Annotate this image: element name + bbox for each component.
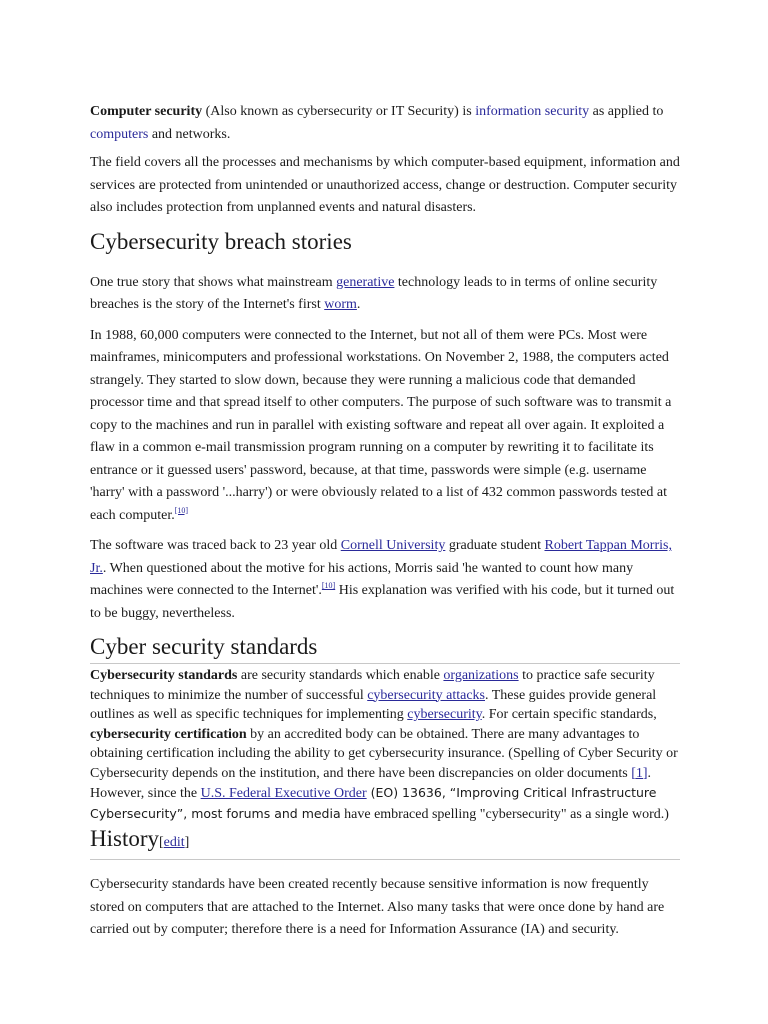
term-cybersecurity-certification: cybersecurity certification (90, 726, 247, 742)
text: One true story that shows what mainstream (90, 274, 337, 290)
text: . When questioned about the motive for his actions, Morris said 'he wanted to count how many machines were connected to the Internet'. (90, 560, 634, 598)
link-information-security[interactable]: information security (475, 104, 590, 119)
text: (EO) 13636, “Improving Critical Infrastructure Cybersecurity”, most forums and media (90, 785, 657, 821)
heading-history (90, 825, 680, 860)
link-cybersecurity-attacks[interactable]: cybersecurity attacks (367, 687, 485, 703)
history-paragraph: Cybersecurity standards have been created recently because sensitive information is now frequently stored on computers that are attached to the Internet. Also many tasks that were once done by hand are carried out by computer; therefore there is a need for Information Assurance (IA) and security. (90, 877, 665, 937)
text: (Also known as cybersecurity or IT Security) is (202, 104, 476, 119)
link-ref-1[interactable]: [1] (631, 765, 648, 781)
link-generative[interactable]: generative (336, 274, 395, 290)
heading-cyber-security-standards: Cyber security standards (90, 633, 680, 664)
text: to practice safe security techniques to minimize the number of successful (90, 668, 655, 703)
edit-link[interactable]: edit (163, 835, 185, 850)
text: by an accredited body can be obtained. There are many advantages to obtaining certification including the ability to get cybersecurity insurance. (Spelling of Cyber Security or Cybersecurity depends on the institution, and there have been discrepancies on older documents (90, 726, 678, 781)
term-computer-security: Computer security (90, 104, 203, 119)
text: . These guides provide general outlines as well as specific techniques for implementing (90, 687, 657, 722)
text: and networks. (148, 127, 231, 142)
breach-paragraph-1 (90, 272, 680, 317)
edit-section (159, 835, 189, 850)
article-body (90, 100, 680, 950)
text: . (356, 297, 361, 312)
intro-paragraph (90, 100, 680, 146)
breach-paragraph-3 (90, 535, 680, 625)
term-cybersecurity-standards: Cybersecurity standards (90, 668, 238, 683)
text: as applied to (589, 104, 664, 119)
link-us-federal-executive-order[interactable]: U.S. Federal Executive Order (200, 786, 367, 801)
text: [ (159, 835, 164, 850)
text: technology leads to in terms of online security breaches is the story of the Internet's first (90, 274, 658, 312)
text: ] (184, 835, 190, 850)
text: have embraced spelling "cybersecurity" as a single word.) (340, 806, 669, 822)
link-worm[interactable]: worm (324, 297, 357, 312)
heading-breach-stories: Cybersecurity breach stories (90, 228, 352, 254)
citation-10[interactable]: [10] (321, 581, 336, 590)
link-cornell-university[interactable]: Cornell University (340, 538, 446, 553)
link-cybersecurity[interactable]: cybersecurity (407, 707, 482, 722)
citation-10[interactable]: [10] (174, 505, 189, 515)
text: graduate student (445, 538, 545, 553)
text: His explanation was verified with his code, but it turned out to be buggy, nevertheless. (90, 583, 675, 621)
text: The software was traced back to 23 year old (90, 538, 341, 553)
link-organizations[interactable]: organizations (443, 668, 519, 683)
text: . However, since the (90, 765, 652, 801)
text: . For certain specific standards, (481, 707, 657, 722)
text: History (90, 826, 159, 851)
text: In 1988, 60,000 computers were connected to the Internet, but not all of them were PCs. Most were mainframes, minicomputers and professional workstations. On November 2, 1988, the computers acted strangely. They started to slow down, because they were running a malicious code that demanded processor time and that spread itself to other computers. The purpose of such software was to transmit a copy to the machines and run in parallel with existing software and repeat all over again. It exploited a flaw in a common e-mail transmission program running on a computer by rewriting it to facilitate its entrance or it guessed users' password, because, at that time, passwords were simple (e.g. username 'harry' with a password '...harry') or were obviously related to a list of 432 common passwords tested at each computer. (90, 327, 672, 523)
standards-paragraph (90, 666, 680, 824)
link-robert-tappan-morris[interactable]: Robert Tappan Morris, Jr. (90, 538, 672, 576)
link-computers[interactable]: computers (90, 127, 149, 142)
intro-paragraph-2: The field covers all the processes and mechanisms by which computer-based equipment, information and services are protected from unintended or unauthorized access, change or destruction. Computer security also includes protection from unplanned events and natural disasters. (90, 155, 680, 215)
breach-paragraph-2 (90, 325, 680, 528)
text: are security standards which enable (237, 668, 444, 683)
